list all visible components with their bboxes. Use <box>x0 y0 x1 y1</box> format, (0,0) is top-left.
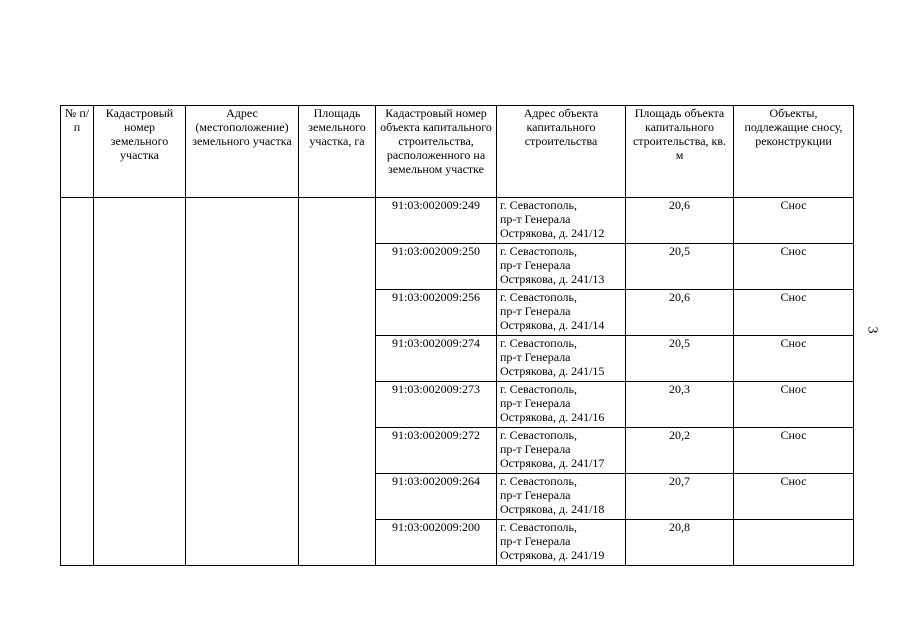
building-cadastral-cell: 91:03:002009:249 <box>376 198 497 244</box>
table-header-row <box>61 106 854 198</box>
land-address-cell <box>186 198 299 566</box>
address-line: Острякова, д. 241/12 <box>500 226 605 240</box>
address-line: Острякова, д. 241/13 <box>500 272 605 286</box>
building-cadastral-cell: 91:03:002009:273 <box>376 382 497 428</box>
address-line: Острякова, д. 241/15 <box>500 364 605 378</box>
row-number-cell <box>61 198 94 566</box>
building-cadastral-cell: 91:03:002009:264 <box>376 474 497 520</box>
building-area-cell: 20,8 <box>626 520 734 566</box>
header-land-cadastral: Кадастровый номер земельного участка <box>94 106 186 198</box>
building-address-cell <box>497 520 626 566</box>
building-cadastral-cell: 91:03:002009:250 <box>376 244 497 290</box>
building-cadastral-cell: 91:03:002009:256 <box>376 290 497 336</box>
demolition-cell: Снос <box>734 382 854 428</box>
building-address-cell <box>497 428 626 474</box>
address-line: пр-т Генерала <box>500 488 571 502</box>
address-line: пр-т Генерала <box>500 442 571 456</box>
address-line: г. Севастополь, <box>500 428 578 442</box>
building-area-cell: 20,5 <box>626 336 734 382</box>
demolition-cell: Снос <box>734 428 854 474</box>
table-row <box>61 198 854 244</box>
building-address-cell <box>497 198 626 244</box>
address-line: г. Севастополь, <box>500 520 578 534</box>
header-number: № п/п <box>61 106 94 198</box>
page-number: 3 <box>864 326 880 334</box>
building-area-cell: 20,3 <box>626 382 734 428</box>
land-area-cell <box>299 198 376 566</box>
building-area-cell: 20,2 <box>626 428 734 474</box>
address-line: г. Севастополь, <box>500 244 578 258</box>
building-cadastral-cell: 91:03:002009:274 <box>376 336 497 382</box>
demolition-cell: Снос <box>734 244 854 290</box>
demolition-cell: Снос <box>734 336 854 382</box>
building-area-cell: 20,6 <box>626 198 734 244</box>
address-line: Острякова, д. 241/19 <box>500 548 605 562</box>
building-area-cell: 20,7 <box>626 474 734 520</box>
address-line: Острякова, д. 241/17 <box>500 456 605 470</box>
building-address-cell <box>497 290 626 336</box>
address-line: пр-т Генерала <box>500 212 571 226</box>
address-line: г. Севастополь, <box>500 336 578 350</box>
building-area-cell: 20,6 <box>626 290 734 336</box>
building-address-cell <box>497 244 626 290</box>
header-building-area: Площадь объекта капитального строительства, кв. м <box>626 106 734 198</box>
header-building-cadastral: Кадастровый номер объекта капитального строительства, расположенного на земельном участке <box>376 106 497 198</box>
header-land-area: Площадь земельного участка, га <box>299 106 376 198</box>
address-line: г. Севастополь, <box>500 198 578 212</box>
address-line: Острякова, д. 241/14 <box>500 318 605 332</box>
address-line: пр-т Генерала <box>500 304 571 318</box>
building-address-cell <box>497 474 626 520</box>
demolition-cell <box>734 520 854 566</box>
building-address-cell <box>497 336 626 382</box>
header-land-address: Адрес (местоположение) земельного участка <box>186 106 299 198</box>
building-address-cell <box>497 382 626 428</box>
address-line: пр-т Генерала <box>500 396 571 410</box>
address-line: пр-т Генерала <box>500 534 571 548</box>
building-cadastral-cell: 91:03:002009:200 <box>376 520 497 566</box>
building-cadastral-cell: 91:03:002009:272 <box>376 428 497 474</box>
objects-table <box>60 105 854 566</box>
header-demolition: Объекты, подлежащие сносу, реконструкции <box>734 106 854 198</box>
address-line: Острякова, д. 241/18 <box>500 502 605 516</box>
address-line: пр-т Генерала <box>500 258 571 272</box>
demolition-cell: Снос <box>734 198 854 244</box>
land-cadastral-cell <box>94 198 186 566</box>
address-line: Острякова, д. 241/16 <box>500 410 605 424</box>
address-line: пр-т Генерала <box>500 350 571 364</box>
header-building-address: Адрес объекта капитального строительства <box>497 106 626 198</box>
address-line: г. Севастополь, <box>500 290 578 304</box>
address-line: г. Севастополь, <box>500 382 578 396</box>
building-area-cell: 20,5 <box>626 244 734 290</box>
demolition-cell: Снос <box>734 290 854 336</box>
demolition-cell: Снос <box>734 474 854 520</box>
address-line: г. Севастополь, <box>500 474 578 488</box>
